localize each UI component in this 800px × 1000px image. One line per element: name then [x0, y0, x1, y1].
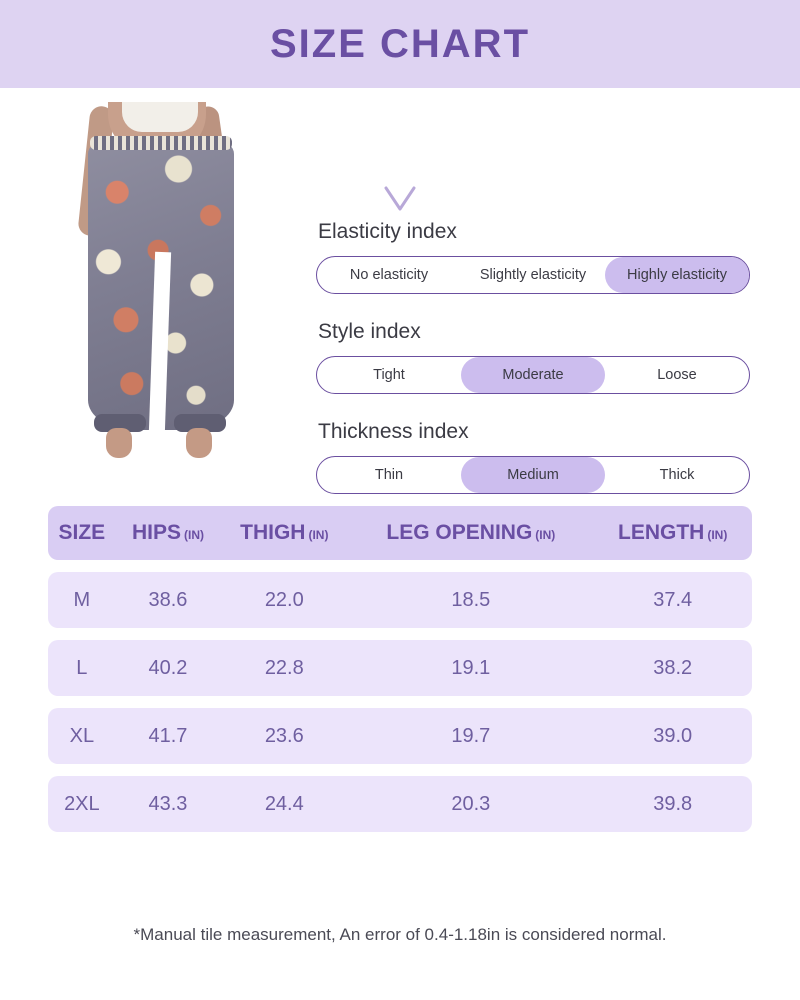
- table-row: [48, 640, 752, 696]
- elasticity-index-options[interactable]: [316, 256, 750, 294]
- cell-length: 39.0: [593, 708, 752, 764]
- thickness-index-options[interactable]: [316, 456, 750, 494]
- cell-length: 39.8: [593, 776, 752, 832]
- column-header-leg-opening-label: LEG OPENING: [386, 521, 533, 544]
- thickness-option-medium[interactable]: Medium: [461, 457, 605, 493]
- cell-size: 2XL: [48, 776, 116, 832]
- style-option-loose[interactable]: Loose: [657, 367, 697, 383]
- column-header-hips-unit: (IN): [183, 528, 204, 542]
- cell-hips: 40.2: [116, 640, 220, 696]
- product-image: [34, 102, 284, 462]
- size-table: [48, 494, 752, 844]
- elasticity-option-slightly-elasticity[interactable]: Slightly elasticity: [479, 267, 587, 283]
- table-row: [48, 776, 752, 832]
- column-header-size-label: SIZE: [58, 521, 106, 544]
- cell-leg-opening: 19.1: [348, 640, 593, 696]
- column-header-thigh: [220, 506, 348, 560]
- model-foot-left: [106, 428, 132, 458]
- thickness-option-thick[interactable]: Thick: [659, 467, 695, 483]
- model-foot-right: [186, 428, 212, 458]
- cell-leg-opening: 19.7: [348, 708, 593, 764]
- column-header-length-unit: (IN): [707, 528, 728, 542]
- cell-length: 37.4: [593, 572, 752, 628]
- size-table-body: [48, 572, 752, 832]
- cell-size: XL: [48, 708, 116, 764]
- page-header: [0, 0, 800, 88]
- style-option-tight[interactable]: Tight: [373, 367, 405, 383]
- column-header-thigh-unit: (IN): [308, 528, 329, 542]
- style-index-block: [316, 320, 756, 394]
- cell-size: L: [48, 640, 116, 696]
- thickness-option-thin[interactable]: Thin: [374, 467, 404, 483]
- elasticity-index-label: Elasticity index: [318, 220, 457, 243]
- table-header-row: [48, 506, 752, 560]
- column-header-length-label: LENGTH: [618, 521, 705, 544]
- column-header-size: [48, 506, 116, 560]
- cell-size: M: [48, 572, 116, 628]
- cell-leg-opening: 20.3: [348, 776, 593, 832]
- index-panels: [316, 220, 756, 520]
- column-header-thigh-label: THIGH: [240, 521, 306, 544]
- cell-hips: 41.7: [116, 708, 220, 764]
- cell-leg-opening: 18.5: [348, 572, 593, 628]
- top-region: [0, 88, 800, 483]
- column-header-hips: [116, 506, 220, 560]
- cell-thigh: 22.0: [220, 572, 348, 628]
- cell-thigh: 23.6: [220, 708, 348, 764]
- table-row: [48, 708, 752, 764]
- style-index-options[interactable]: [316, 356, 750, 394]
- measurement-footnote: *Manual tile measurement, An error of 0.4-1.18in is considered normal.: [133, 925, 667, 944]
- column-header-length: [593, 506, 752, 560]
- elasticity-option-highly-elasticity[interactable]: Highly elasticity: [605, 257, 749, 293]
- chevron-down-icon: [383, 184, 417, 214]
- page-title: SIZE CHART: [270, 21, 530, 66]
- pants-waistband: [90, 136, 232, 150]
- cell-hips: 43.3: [116, 776, 220, 832]
- cell-hips: 38.6: [116, 572, 220, 628]
- style-index-label: Style index: [318, 320, 421, 343]
- table-row: [48, 572, 752, 628]
- size-table-wrap: [48, 494, 752, 844]
- size-table-header: [48, 506, 752, 560]
- model-top-garment: [122, 102, 198, 132]
- thickness-index-label: Thickness index: [318, 420, 469, 443]
- thickness-index-block: [316, 420, 756, 494]
- elasticity-option-no-elasticity[interactable]: No elasticity: [349, 267, 429, 283]
- column-header-hips-label: HIPS: [131, 521, 181, 544]
- cell-thigh: 24.4: [220, 776, 348, 832]
- column-header-leg-opening-unit: (IN): [535, 528, 556, 542]
- cell-length: 38.2: [593, 640, 752, 696]
- column-header-leg-opening: [348, 506, 593, 560]
- cell-thigh: 22.8: [220, 640, 348, 696]
- style-option-moderate[interactable]: Moderate: [461, 357, 605, 393]
- elasticity-index-block: [316, 220, 756, 294]
